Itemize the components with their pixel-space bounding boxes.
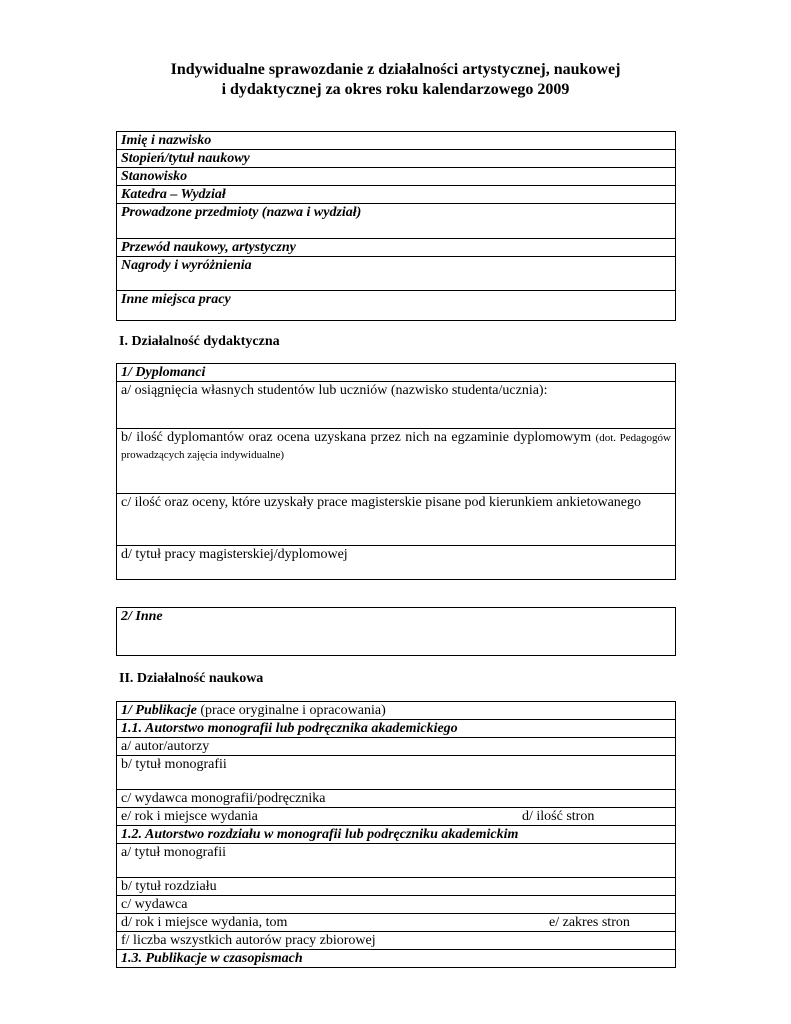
diploma-table (116, 363, 676, 580)
position-field[interactable]: Stanowisko (117, 168, 676, 186)
monograph-authors-field[interactable]: a/ autor/autorzy (117, 738, 676, 756)
section-1-heading: I. Działalność dydaktyczna (119, 334, 280, 349)
diploma-count-note: (dot. Pedagogów prowadzących zajęcia indywidualne) (121, 432, 671, 461)
other-table (116, 607, 676, 656)
publications-table (116, 701, 676, 968)
publications-header-note: (prace oryginalne i opracowania) (200, 703, 386, 718)
courses-field[interactable]: Prowadzone przedmioty (nazwa i wydział) (117, 204, 676, 239)
monograph-year-place-label: e/ rok i miejsce wydania (121, 809, 258, 824)
degree-procedure-field[interactable]: Przewód naukowy, artystyczny (117, 239, 676, 257)
chapter-year-place-label: d/ rok i miejsce wydania, tom (121, 915, 288, 930)
section-2-heading: II. Działalność naukowa (119, 671, 264, 686)
awards-field[interactable]: Nagrody i wyróżnienia (117, 257, 676, 291)
chapter-publisher-field[interactable]: c/ wydawca (117, 896, 676, 914)
monograph-year-pages-row[interactable] (117, 808, 676, 826)
chapter-title-field[interactable]: b/ tytuł rozdziału (117, 878, 676, 896)
department-field[interactable]: Katedra – Wydział (117, 186, 676, 204)
diploma-count-label: b/ ilość dyplomantów oraz ocena uzyskana przez nich na egzaminie dyplomowym (121, 430, 592, 445)
chapter-year-pages-row[interactable] (117, 914, 676, 932)
personal-info-table (116, 131, 676, 321)
thesis-title-field[interactable]: d/ tytuł pracy magisterskiej/dyplomowej (117, 546, 676, 580)
name-field[interactable]: Imię i nazwisko (117, 132, 676, 150)
student-achievements-field[interactable]: a/ osiągnięcia własnych studentów lub uczniów (nazwisko studenta/ucznia): (117, 382, 676, 429)
monograph-subheader: 1.1. Autorstwo monografii lub podręcznika akademickiego (117, 720, 676, 738)
diploma-header: 1/ Dyplomanci (117, 364, 676, 382)
monograph-pages-label: d/ ilość stron (522, 809, 595, 824)
degree-field[interactable]: Stopień/tytuł naukowy (117, 150, 676, 168)
publications-header-label: 1/ Publikacje (121, 703, 197, 718)
diploma-count-field[interactable] (117, 429, 676, 494)
masters-theses-field[interactable]: c/ ilość oraz oceny, które uzyskały prace magisterskie pisane pod kierunkiem ankietowanego (117, 494, 676, 546)
document-title (0, 60, 791, 100)
monograph-title-field[interactable]: b/ tytuł monografii (117, 756, 676, 790)
monograph-publisher-field[interactable]: c/ wydawca monografii/podręcznika (117, 790, 676, 808)
document-title-line-1: Indywidualne sprawozdanie z działalności artystycznej, naukowej (170, 61, 621, 78)
chapter-author-count-field[interactable]: f/ liczba wszystkich autorów pracy zbiorowej (117, 932, 676, 950)
chapter-subheader: 1.2. Autorstwo rozdziału w monografii lub podręczniku akademickim (117, 826, 676, 844)
publications-header (117, 702, 676, 720)
journal-publications-subheader: 1.3. Publikacje w czasopismach (117, 950, 676, 968)
other-work-field[interactable]: Inne miejsca pracy (117, 291, 676, 321)
document-title-line-2: i dydaktycznej za okres roku kalendarzowego 2009 (221, 81, 570, 98)
other-field[interactable]: 2/ Inne (117, 608, 676, 656)
chapter-page-range-label: e/ zakres stron (549, 915, 630, 930)
chapter-monograph-title-field[interactable]: a/ tytuł monografii (117, 844, 676, 878)
